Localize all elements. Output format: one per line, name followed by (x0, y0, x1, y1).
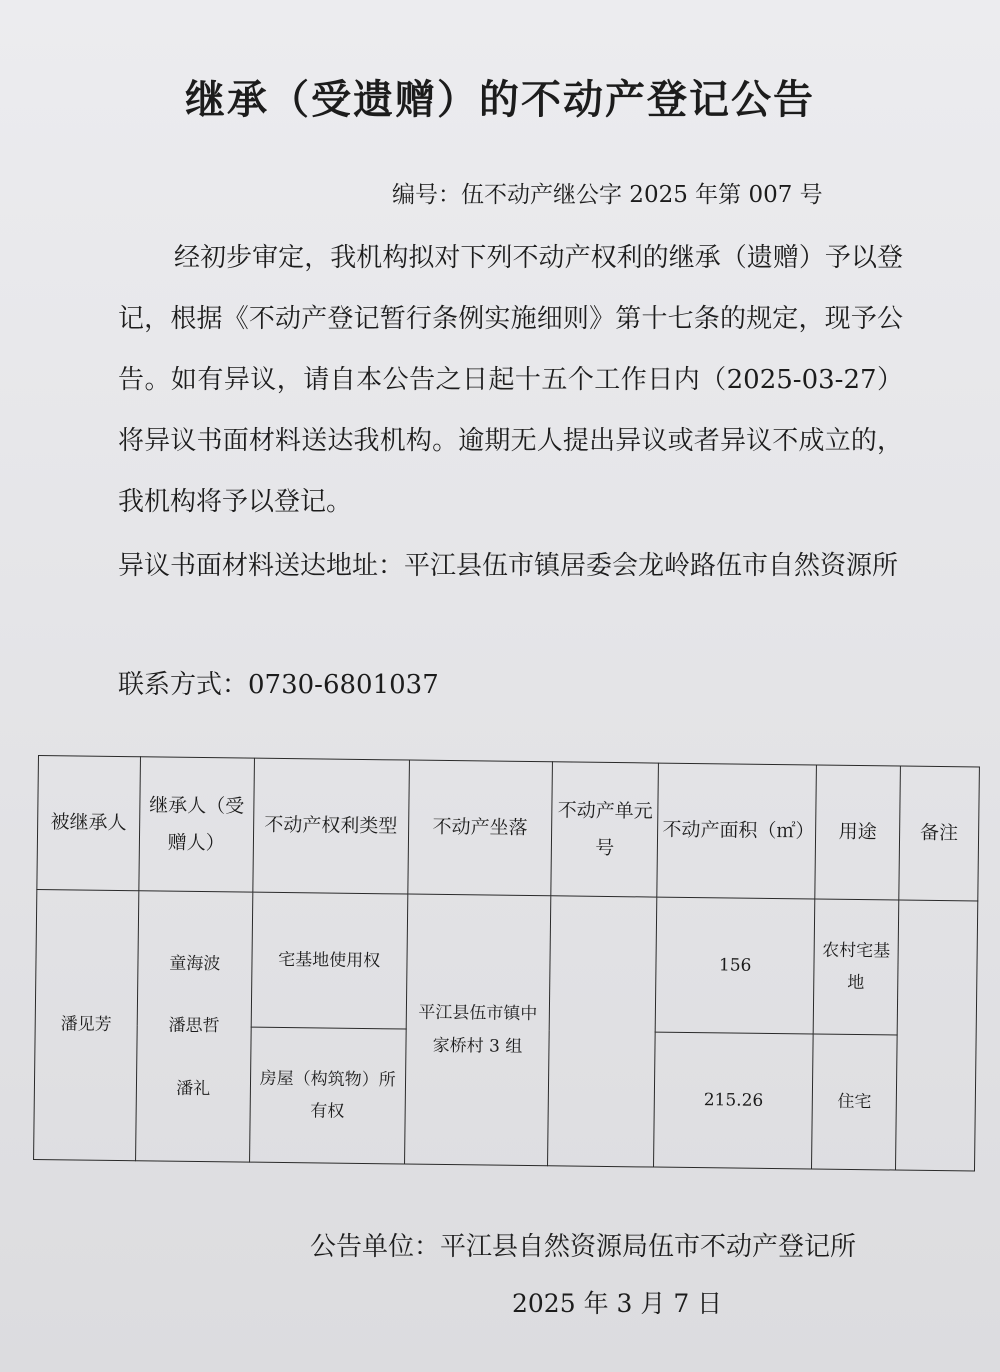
contact-info: 联系方式：0730-6801037 (118, 670, 439, 700)
cell-usage: 农村宅基地 (813, 899, 899, 1035)
heir-name: 潘礼 (176, 1078, 211, 1099)
objection-address: 异议书面材料送达地址：平江县伍市镇居委会龙岭路伍市自然资源所 (118, 551, 899, 581)
table-row (35, 889, 978, 1035)
cell-area: 215.26 (654, 1032, 813, 1169)
table-header-row (37, 756, 980, 901)
cell-decedent: 潘见芳 (34, 889, 139, 1160)
heir-name: 童海波 (169, 953, 221, 975)
cell-remark (896, 900, 978, 1171)
notice-body-text: 经初步审定，我机构拟对下列不动产权利的继承（遗赠）予以登记，根据《不动产登记暂行条例实施细则》第十七条的规定，现予公告。如有异议，请自本公告之日起十五个工作日内（2025-03-27）将异议书面材料送达我机构。逾期无人提出异议或者异议不成立的，我机构将予以登记。 (118, 243, 903, 517)
header-unit-no: 不动产单元号 (551, 762, 659, 897)
header-location: 不动产坐落 (407, 760, 552, 896)
header-area: 不动产面积（㎡） (657, 763, 816, 899)
document-number: 编号：伍不动产继公字 2025 年第 007 号 (392, 182, 823, 208)
cell-unit-no (548, 896, 657, 1167)
header-decedent: 被继承人 (37, 756, 141, 891)
cell-usage: 住宅 (812, 1034, 898, 1170)
issuing-unit: 公告单位：平江县自然资源局伍市不动产登记所 (310, 1232, 857, 1262)
cell-heirs (135, 891, 252, 1162)
header-remark: 备注 (899, 766, 980, 901)
notice-body (118, 228, 903, 533)
header-right-type: 不动产权利类型 (253, 758, 409, 894)
cell-area: 156 (655, 897, 814, 1034)
header-heirs: 继承人（受赠人） (139, 757, 255, 892)
registration-table (33, 755, 980, 1171)
cell-right-type: 房屋（构筑物）所有权 (249, 1027, 405, 1164)
issue-date: 2025 年 3 月 7 日 (512, 1289, 723, 1318)
notice-title: 继承（受遗赠）的不动产登记公告 (185, 77, 815, 123)
cell-location: 平江县伍市镇中家桥村 3 组 (404, 894, 551, 1166)
cell-right-type: 宅基地使用权 (251, 892, 407, 1029)
header-usage: 用途 (815, 765, 901, 900)
heir-name: 潘思哲 (168, 1015, 220, 1037)
